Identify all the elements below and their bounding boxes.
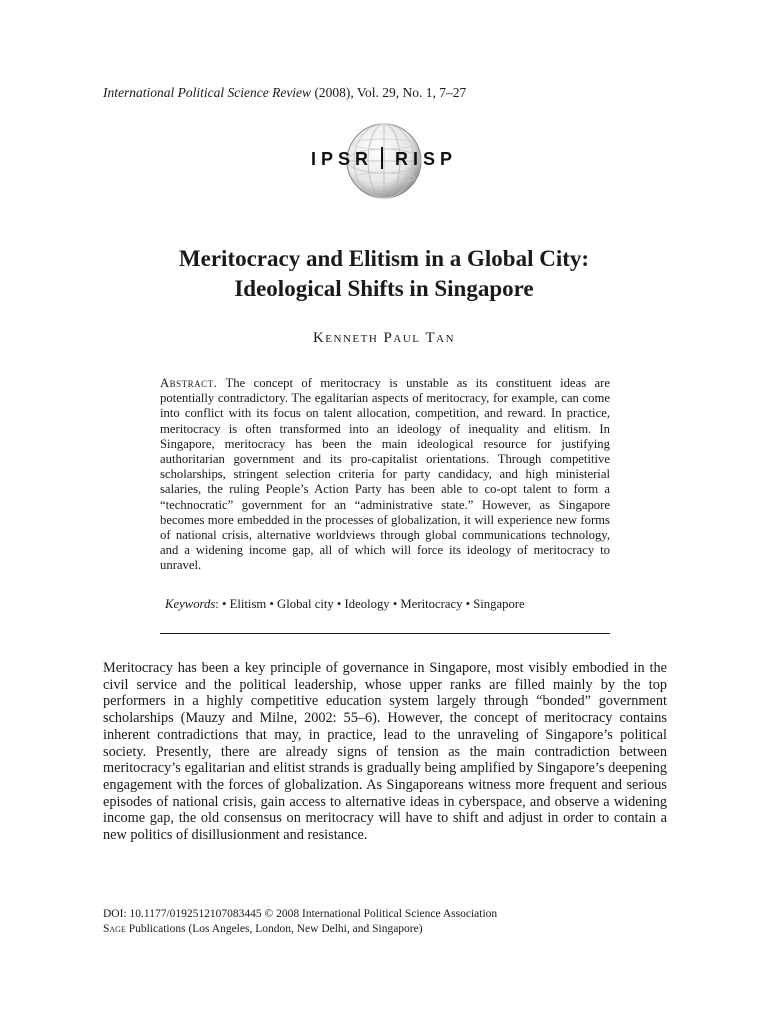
abstract	[160, 376, 610, 574]
journal-citation	[103, 84, 466, 102]
title-line-2: Ideological Shifts in Singapore	[234, 276, 534, 301]
publisher-line	[103, 922, 667, 937]
keywords-label: Keywords	[165, 597, 216, 611]
journal-name: International Political Science Review	[103, 85, 312, 100]
journal-logo	[296, 122, 472, 200]
body-paragraph: Meritocracy has been a key principle of governance in Singapore, most visibly embodied in the civil service and the political leadership, whose upper ranks are filled mainly by the top performers in a highly competitive education system largely through “bonded” government scholarships (Mauzy and Milne, 2002: 55–6). However, the concept of meritocracy contains inherent contradictions that may, in practice, lead to the unraveling of Singapore’s political society. Presently, there are already signs of tension as the main contradiction between meritocracy’s egalitarian and elitist strands is gradually being amplified by Singapore’s deepening engagement with the forces of globalization. As Singaporeans witness more frequent and serious episodes of national crisis, gain access to alternative ideas in cyberspace, and observe a widening income gap, the old consensus on meritocracy will have to shift and adjust in order to contain a new politics of disillusionment and resistance.	[103, 660, 667, 844]
footer	[103, 907, 667, 937]
logo-divider	[381, 147, 383, 169]
logo-wordmark	[296, 147, 472, 170]
publisher-locations: Publications (Los Angeles, London, New Delhi, and Singapore)	[125, 923, 423, 935]
keywords	[165, 596, 615, 612]
divider-rule	[160, 633, 610, 634]
citation-details: (2008), Vol. 29, No. 1, 7–27	[311, 85, 467, 100]
article-title	[100, 244, 668, 304]
logo-left-text: IPSR	[310, 149, 373, 169]
doi-line: DOI: 10.1177/0192512107083445 © 2008 International Political Science Association	[103, 908, 498, 920]
abstract-label: Abstract.	[160, 376, 218, 390]
title-line-1: Meritocracy and Elitism in a Global City:	[178, 246, 590, 271]
logo-right-text: RISP	[395, 149, 458, 169]
abstract-text: The concept of meritocracy is unstable as its constituent ideas are potentially contradictory. The egalitarian aspects of meritocracy, for example, can come into conflict with its focus on talent allocation, competition, and reward. In practice, meritocracy is often transformed into an ideology of inequality and elitism. In Singapore, meritocracy has been the main ideological resource for justifying authoritarian government and its pro-capitalist orientations. Through competitive scholarships, stringent selection criteria for party candidacy, and high ministerial salaries, the ruling People’s Action Party has been able to co-opt talent to form a “technocratic” government for an “administrative state.” However, as Singapore becomes more embedded in the processes of globalization, it will experience new forms of national crisis, alternative worldviews through global communications technology, and a widening income gap, all of which will force its ideology of meritocracy to unravel.	[160, 376, 610, 573]
author-name: Kenneth Paul Tan	[312, 330, 456, 346]
publisher-name: Sage	[103, 923, 126, 935]
keywords-list: : • Elitism • Global city • Ideology • Meritocracy • Singapore	[215, 597, 525, 611]
